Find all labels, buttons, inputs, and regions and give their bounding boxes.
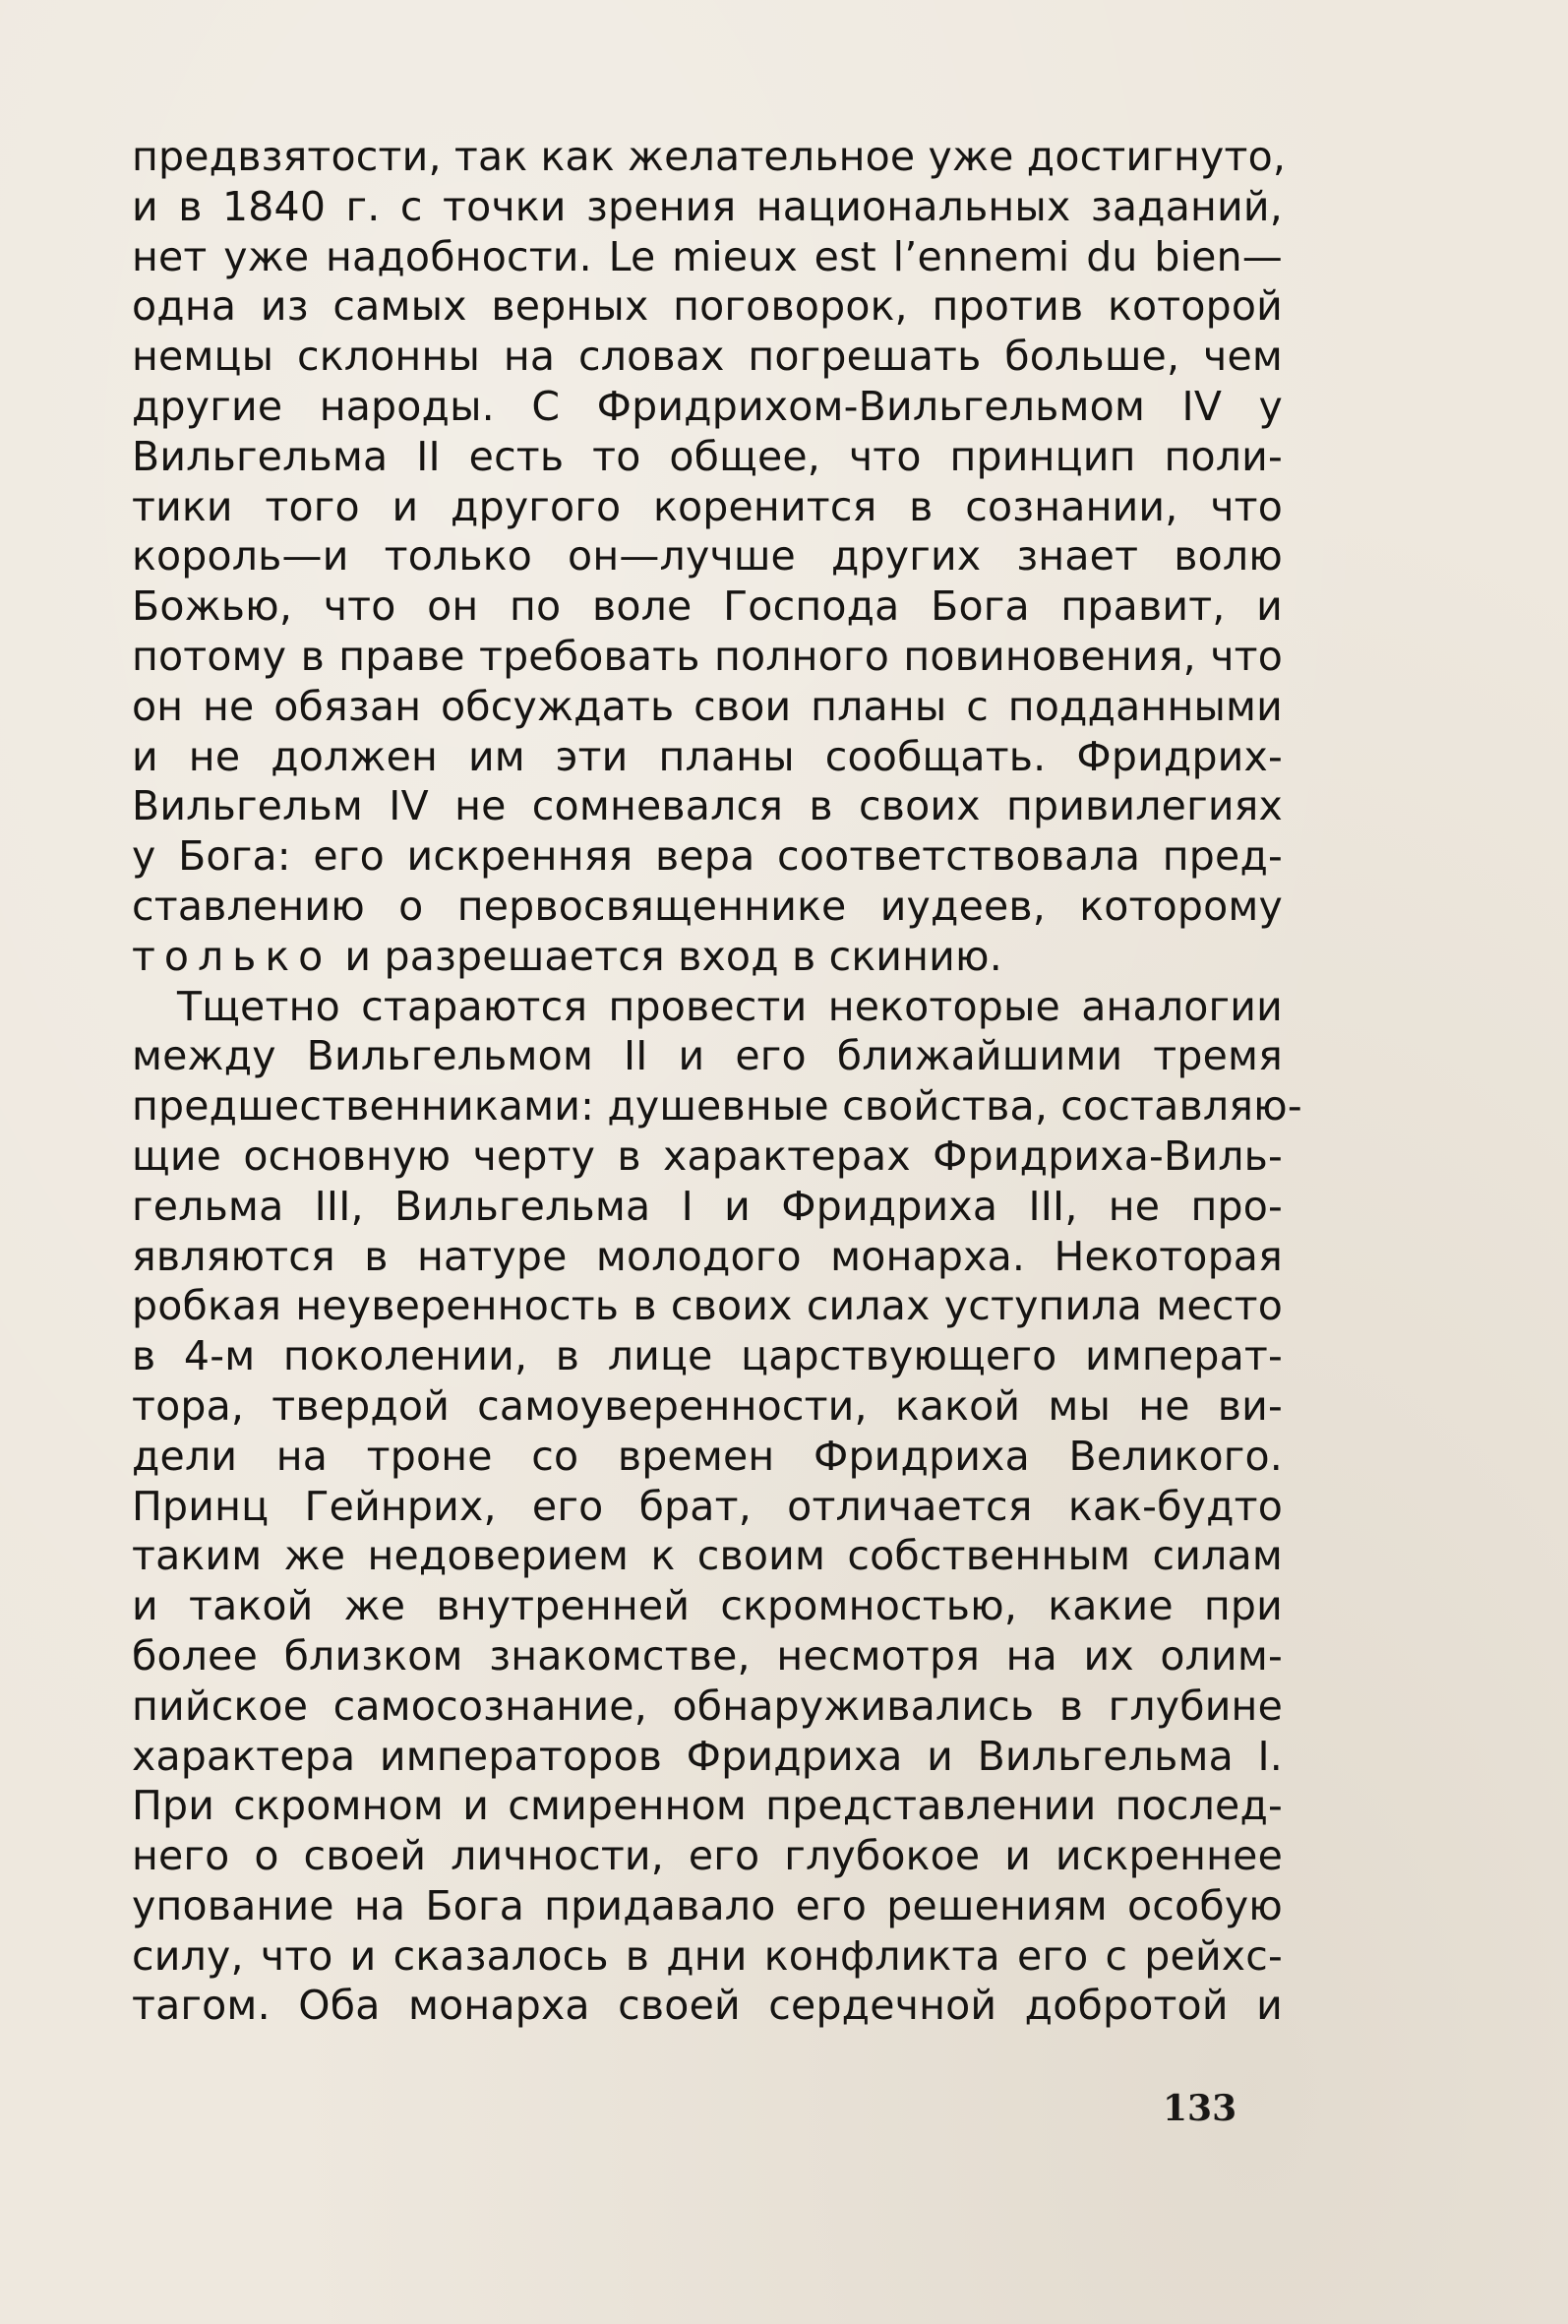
text-line: являются в натуре молодого монарха. Некоторая	[132, 1232, 1283, 1280]
text-line: него о своей личности, его глубокое и искреннее	[132, 1832, 1283, 1880]
paragraph-first-line: Тщетно стараются провести некоторые аналогии	[177, 982, 1283, 1030]
text-line: таким же недоверием к своим собственным силам	[132, 1532, 1283, 1580]
body-text	[132, 132, 1302, 2031]
text-line: Вильгельма II есть то общее, что принцип поли-	[132, 432, 1283, 480]
text-line: потому в праве требовать полного повиновения, что	[132, 632, 1283, 680]
text-line: силу, что и сказалось в дни конфликта его с рейхс-	[132, 1931, 1283, 1980]
text-line: в 4-м поколении, в лице царствующего императ-	[132, 1332, 1283, 1380]
text-line: тики того и другого коренится в сознании, что	[132, 482, 1283, 530]
text-line: одна из самых верных поговорок, против которой	[132, 282, 1283, 331]
text-line: король—и только он—лучше других знает волю	[132, 532, 1283, 581]
text-line: и такой же внутренней скромностью, какие при	[132, 1582, 1283, 1630]
text-line: он не обязан обсуждать свои планы с подданными	[132, 682, 1283, 730]
text-line: нет уже надобности. Le mieux est l’ennemi du bien—	[132, 232, 1283, 280]
text-line: ставлению о первосвященнике иудеев, которому	[132, 882, 1283, 930]
text-line: щие основную черту в характерах Фридриха-Виль-	[132, 1131, 1283, 1180]
text-line: и в 1840 г. с точки зрения национальных заданий,	[132, 182, 1283, 230]
text-line: характера императоров Фридриха и Вильгельма I.	[132, 1732, 1283, 1780]
text-line: дели на троне со времен Фридриха Великого.	[132, 1432, 1283, 1480]
text-line-rest: и разрешается вход в скинию.	[332, 932, 1002, 980]
text-line-last	[132, 932, 1283, 982]
text-line: немцы склонны на словах погрешать больше, чем	[132, 333, 1283, 381]
text-line: Вильгельм IV не сомневался в своих привилегиях	[132, 782, 1283, 830]
text-line: Божью, что он по воле Господа Бога правит, и	[132, 582, 1283, 631]
text-line: упование на Бога придавало его решениям особую	[132, 1881, 1283, 1929]
emphasized-word: только	[132, 932, 332, 980]
text-line: у Бога: его искренняя вера соответствовала пред-	[132, 832, 1283, 881]
text-line: тора, твердой самоуверенности, какой мы не ви-	[132, 1381, 1283, 1430]
text-line: робкая неуверенность в своих силах уступила место	[132, 1282, 1283, 1330]
text-line: более близком знакомстве, несмотря на их олим-	[132, 1631, 1283, 1680]
text-line: гельма III, Вильгельма I и Фридриха III, не про-	[132, 1182, 1283, 1230]
text-line: другие народы. С Фридрихом-Вильгельмом IV у	[132, 382, 1283, 430]
text-line: между Вильгельмом II и его ближайшими тремя	[132, 1032, 1283, 1080]
text-line: Принц Гейнрих, его брат, отличается как-будто	[132, 1482, 1283, 1530]
text-line: предвзятости, так как желательное уже достигнуто,	[132, 133, 1287, 180]
text-line: предшественниками: душевные свойства, составляю-	[132, 1082, 1302, 1131]
text-line: и не должен им эти планы сообщать. Фридрих-	[132, 732, 1283, 780]
text-line: тагом. Оба монарха своей сердечной добротой и	[132, 1982, 1283, 2030]
page-number: 133	[1163, 2088, 1237, 2129]
text-line: При скромном и смиренном представлении послед-	[132, 1782, 1283, 1830]
text-line: пийское самосознание, обнаруживались в глубине	[132, 1682, 1283, 1730]
